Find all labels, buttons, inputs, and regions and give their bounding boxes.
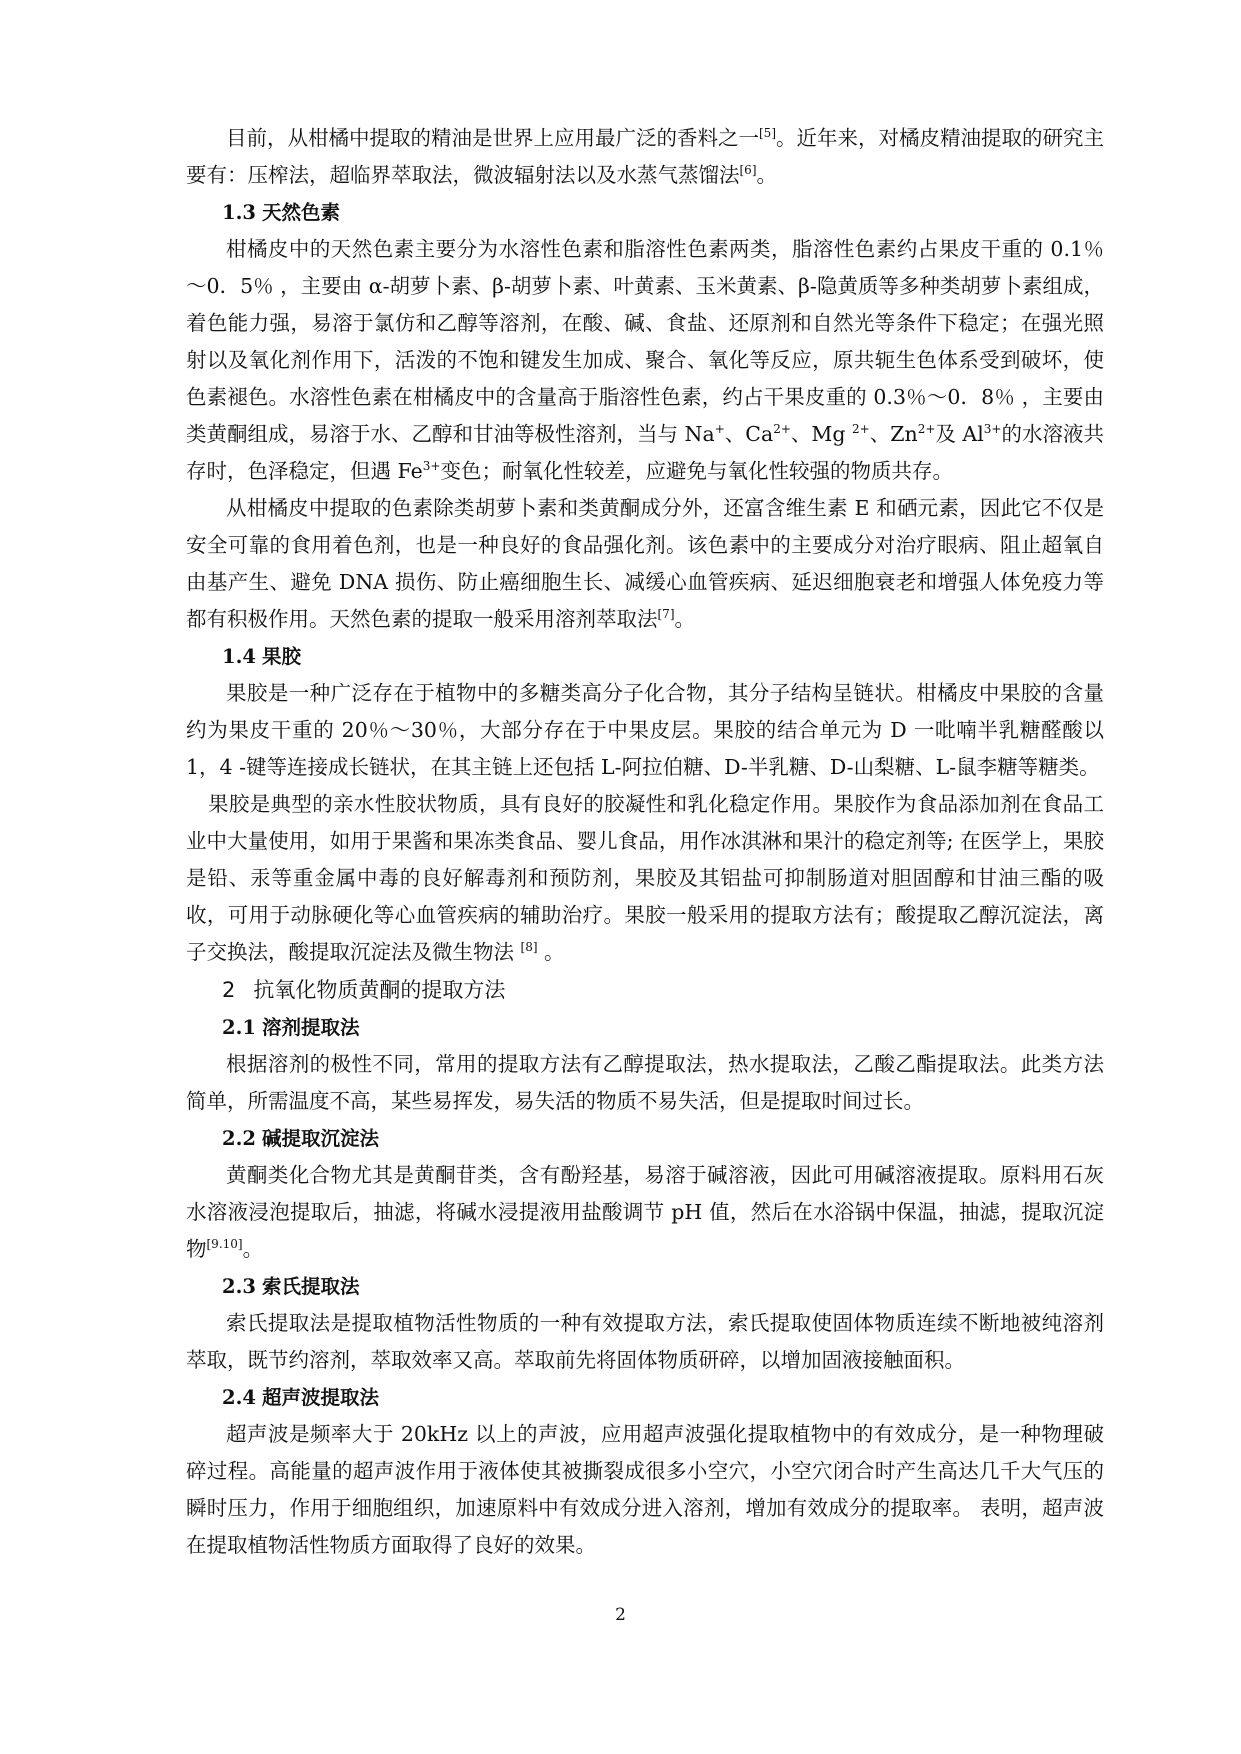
paragraph-text: 果胶是典型的亲水性胶状物质，具有良好的胶凝性和乳化稳定作用。果胶作为食品添加剂在食品工业中大量使用，如用于果酱和果冻类食品、婴儿食品，用作冰淇淋和果汁的稳定剂等; 在医学上，果胶是铅、汞等重金属中毒的良好解毒剂和预防剂，果胶及其铝盐可抑制肠道对胆固醇和甘油三酯的吸收，可用于动脉硬化等心血管疾病的辅助治疗。果胶一般采用的提取方法有；酸提取乙醇沉淀法，离子交换法，酸提取沉淀法及微生物法 [186,792,1104,964]
paragraph-text: 的水溶液共存时，色泽稳定，但遇 Fe [186,422,1104,483]
section-number: 2 [222,978,236,1002]
paragraph-essential-oil [186,120,1104,194]
section-number: 2.4 [222,1386,256,1409]
paragraph-text: 从柑橘皮中提取的色素除类胡萝卜素和类黄酮成分外，还富含维生素 E 和硒元素，因此它不仅是安全可靠的食用着色剂，也是一种良好的食品强化剂。该色素中的主要成分对治疗眼病、阻止超氧自由基产生、避免 DNA 损伤、防止癌细胞生长、减缓心血管疾病、延迟细胞衰老和增强人体免疫力等都有积极作用。天然色素的提取一般采用溶剂萃取法 [186,496,1104,631]
paragraph-pectin-structure [186,675,1104,786]
section-title: 抗氧化物质黄酮的提取方法 [253,978,506,1002]
paragraph-text: 、Mg [790,422,853,446]
section-number: 2.2 [222,1127,256,1150]
paragraph-pigment-uses [186,490,1104,638]
paragraph-text: 、Ca [724,422,774,446]
paragraph-text: 。 [537,940,565,964]
superscript: 2+ [773,422,791,437]
section-number: 2.3 [222,1275,256,1298]
section-heading-2-1 [186,1009,1104,1046]
section-heading-1-4 [186,638,1104,675]
paragraph-alkali-extraction [186,1157,1104,1268]
paragraph-solvent-extraction [186,1046,1104,1120]
paragraph-text: 。 [674,607,695,631]
paragraph-pectin-uses [186,786,1104,971]
superscript: 3+ [422,459,441,474]
citation: [8] [520,940,538,955]
section-heading-2 [186,971,1104,1009]
section-title: 索氏提取法 [261,1275,360,1298]
paragraph-soxhlet-extraction [186,1305,1104,1379]
paragraph-text: 变色；耐氧化性较差，应避免与氧化性较强的物质共存。 [440,459,953,483]
citation: [6] [739,163,757,178]
superscript: 2+ [852,422,870,437]
superscript: 2+ [917,422,936,437]
section-number: 1.3 [222,201,256,224]
paragraph-text: 超声波是频率大于 20kHz 以上的声波，应用超声波强化提取植物中的有效成分，是一种物理破碎过程。高能量的超声波作用于液体使其被撕裂成很多小空穴，小空穴闭合时产生高达几千大气压的瞬时压力，作用于细胞组织，加速原料中有效成分进入溶剂，增加有效成分的提取率。 表明，超声波在提取植物活性物质方面取得了良好的效果。 [186,1422,1104,1557]
section-title: 果胶 [261,645,301,668]
citation: [7] [657,607,675,622]
paragraph-text: 。近年来，对橘皮精油提取的研究主要有：压榨法，超临界萃取法，微波辐射法以及水蒸气蒸馏法 [186,126,1104,187]
paragraph-text: 索氏提取法是提取植物活性物质的一种有效提取方法，索氏提取使固体物质连续不断地被纯溶剂萃取，既节约溶剂，萃取效率又高。萃取前先将固体物质研碎，以增加固液接触面积。 [186,1311,1104,1372]
body-text [186,120,1104,1564]
paragraph-text: 。 [756,163,777,187]
paragraph-text: 目前，从柑橘中提取的精油是世界上应用最广泛的香料之一 [226,126,759,150]
paragraph-ultrasonic-extraction [186,1416,1104,1564]
paragraph-text: 。 [242,1237,264,1261]
citation: [5] [759,126,776,141]
page-number: 2 [615,1605,626,1625]
section-number: 2.1 [222,1016,256,1039]
paragraph-text: 、Zn [869,422,918,446]
paragraph-text: 柑橘皮中的天然色素主要分为水溶性色素和脂溶性色素两类，脂溶性色素约占果皮干重的 0.1％～0．5％ ，主要由 α-胡萝卜素、β-胡萝卜素、叶黄素、玉米黄素、β-隐黄质等多种类胡萝卜素组成，着色能力强，易溶于氯仿和乙醇等溶剂，在酸、碱、食盐、还原剂和自然光等条件下稳定；在强光照射以及氧化剂作用下，活泼的不饱和键发生加成、聚合、氧化等反应，原共轭生色体系受到破坏，使色素褪色。水溶性色素在柑橘皮中的含量高于脂溶性色素，约占干果皮重的 0.3％～0．8％ ，主要由类黄酮组成，易溶于水、乙醇和甘油等极性溶剂，当与 Na [186,237,1104,446]
section-heading-2-3 [186,1268,1104,1305]
section-title: 天然色素 [261,201,340,224]
superscript: 3+ [983,422,1002,437]
paragraph-natural-pigments [186,231,1104,490]
section-heading-2-2 [186,1120,1104,1157]
citation: [9.10] [206,1237,243,1252]
superscript: + [714,422,725,437]
paragraph-text: 根据溶剂的极性不同，常用的提取方法有乙醇提取法，热水提取法，乙酸乙酯提取法。此类方法简单，所需温度不高，某些易挥发，易失活的物质不易失活，但是提取时间过长。 [186,1052,1104,1113]
paragraph-text: 黄酮类化合物尤其是黄酮苷类，含有酚羟基，易溶于碱溶液，因此可用碱溶液提取。原料用石灰水溶液浸泡提取后，抽滤，将碱水浸提液用盐酸调节 pH 值，然后在水浴锅中保温，抽滤，提取沉淀物 [186,1163,1104,1261]
section-heading-2-4 [186,1379,1104,1416]
section-title: 溶剂提取法 [261,1016,360,1039]
paragraph-text: 果胶是一种广泛存在于植物中的多糖类高分子化合物，其分子结构呈链状。柑橘皮中果胶的含量约为果皮干重的 20％～30％，大部分存在于中果皮层。果胶的结合单元为 D 一吡喃半乳糖醛酸以 1，4 -键等连接成长链状，在其主链上还包括 L-阿拉伯糖、D-半乳糖、D-山梨糖、L-鼠李糖等糖类。 [186,681,1104,779]
paragraph-text: 及 Al [935,422,984,446]
section-number: 1.4 [222,645,256,668]
section-title: 碱提取沉淀法 [261,1127,379,1150]
section-title: 超声波提取法 [261,1386,379,1409]
section-heading-1-3 [186,194,1104,231]
